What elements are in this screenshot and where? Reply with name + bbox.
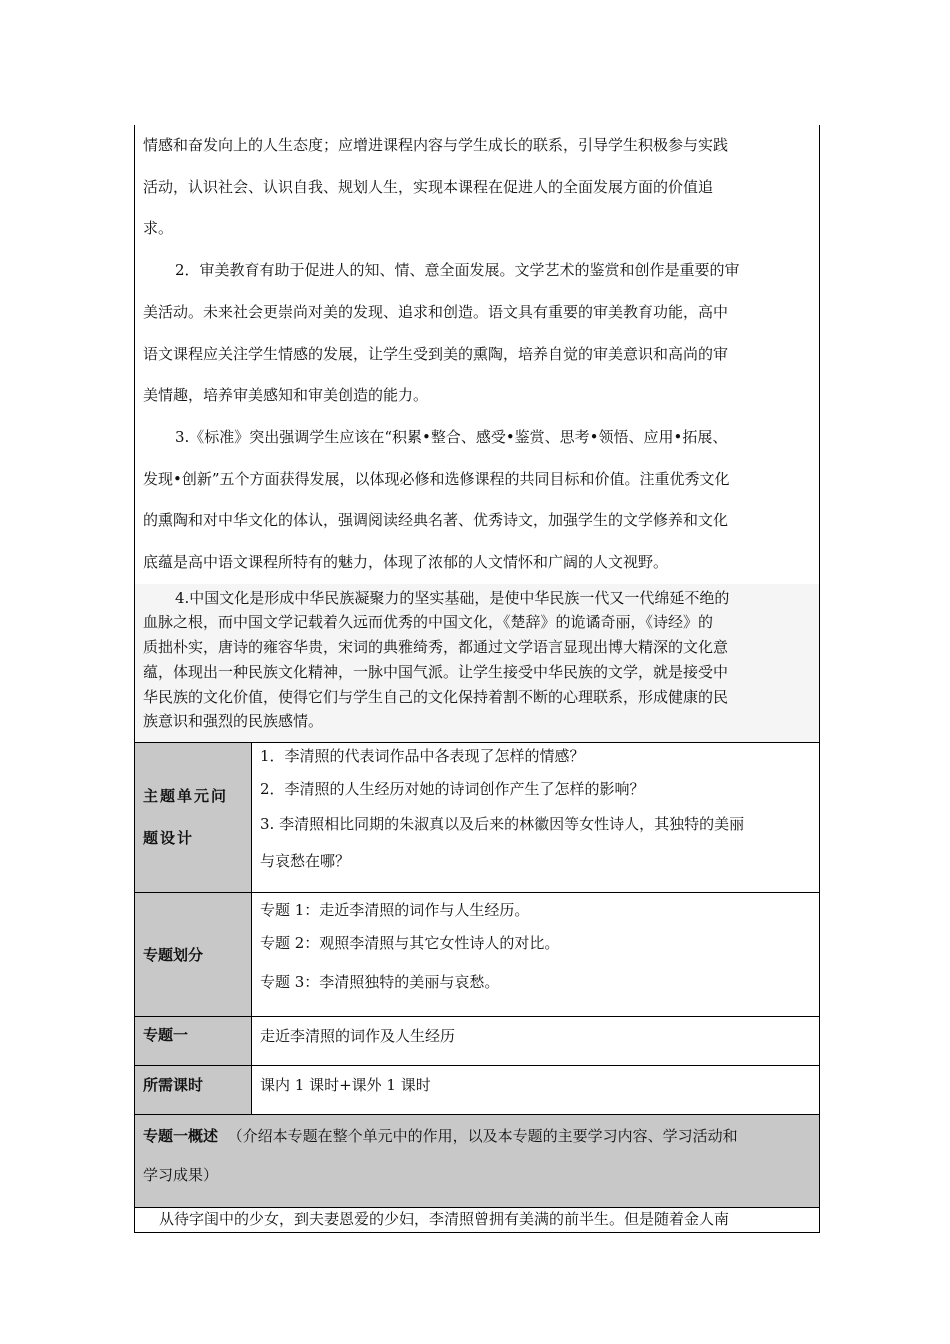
para4-line-1: 4.中国文化是形成中华民族凝聚力的坚实基础，是使中华民族一代又一代绵延不绝的 (175, 588, 730, 607)
para3-line-2: 发现•创新”五个方面获得发展，以体现必修和选修课程的共同目标和价值。注重优秀文化 (143, 469, 730, 488)
topic1-value: 走近李清照的词作及人生经历 (260, 1026, 456, 1045)
overview-line-1 (143, 1115, 811, 1157)
para4-line-5: 华民族的文化价值，使得它们与学生自己的文化保持着割不断的心理联系，形成健康的民 (143, 687, 729, 706)
para4-line-3: 质拙朴实，唐诗的雍容华贵，宋词的典雅绮秀，都通过文学语言显现出博大精深的文化意 (143, 638, 729, 657)
hours-row (135, 1066, 819, 1115)
overview-text-cell (135, 1208, 819, 1232)
para4-line-4: 蕴，体现出一种民族文化精神，一脉中国气派。让学生接受中华民族的文学，就是接受中 (143, 662, 729, 681)
question-3-cont: 与哀愁在哪？ (260, 851, 351, 870)
topic-item-1: 专题 1：走近李清照的词作与人生经历。 (260, 900, 530, 919)
overview-desc-2: 学习成果） (143, 1165, 219, 1184)
para1-line-1: 情感和奋发向上的人生态度；应增进课程内容与学生成长的联系，引导学生积极参与实践 (143, 136, 729, 154)
lesson-plan-table (134, 125, 820, 1233)
unit-questions-row (135, 743, 819, 893)
unit-questions-label: 主题单元问题设计 (135, 743, 252, 892)
topic1-label: 专题一 (135, 1017, 252, 1065)
overview-label: 专题一概述 (143, 1126, 219, 1145)
topics-label: 专题划分 (135, 893, 252, 1016)
para3-line-4: 底蕴是高中语文课程所特有的魅力，体现了浓郁的人文情怀和广阔的人文视野。 (143, 553, 669, 572)
hours-label: 所需课时 (135, 1066, 252, 1114)
question-2: 2．李清照的人生经历对她的诗词创作产生了怎样的影响？ (260, 779, 645, 798)
para2-line-2: 美活动。未来社会更崇尚对美的发现、追求和创造。语文具有重要的审美教育功能，高中 (143, 302, 729, 321)
unit-questions-content (252, 743, 819, 892)
topic1-row (135, 1017, 819, 1066)
hours-value: 课内 1 课时+课外 1 课时 (260, 1075, 431, 1094)
para4-line-6: 族意识和强烈的民族感情。 (143, 712, 324, 731)
para4-block (135, 584, 819, 742)
overview-text-line-1: 从待字闺中的少女，到夫妻恩爱的少妇，李清照曾拥有美满的前半生。但是随着金人南 (159, 1209, 730, 1228)
para2-line-4: 美情趣，培养审美感知和审美创造的能力。 (143, 386, 429, 405)
para1-line-3: 求。 (143, 219, 174, 238)
standards-cell (135, 125, 819, 743)
para1-line-2: 活动，认识社会、认识自我、规划人生，实现本课程在促进人的全面发展方面的价值追 (143, 177, 714, 196)
topics-content (252, 893, 819, 1016)
question-1: 1．李清照的代表词作品中各表现了怎样的情感？ (260, 746, 585, 765)
question-3: 3. 李清照相比同期的朱淑真以及后来的林徽因等女性诗人，其独特的美丽 (260, 814, 745, 833)
topics-row (135, 893, 819, 1017)
topic-item-2: 专题 2：观照李清照与其它女性诗人的对比。 (260, 933, 560, 952)
topic-item-3: 专题 3：李清照独特的美丽与哀愁。 (260, 972, 500, 991)
overview-row (135, 1115, 819, 1208)
overview-desc-1: （介绍本专题在整个单元中的作用，以及本专题的主要学习内容、学习活动和 (227, 1126, 738, 1145)
para2-line-1: 2．审美教育有助于促进人的知、情、意全面发展。文学艺术的鉴赏和创作是重要的审 (175, 261, 740, 280)
para2-line-3: 语文课程应关注学生情感的发展，让学生受到美的熏陶，培养自觉的审美意识和高尚的审 (143, 344, 729, 363)
para3-line-3: 的熏陶和对中华文化的体认，强调阅读经典名著、优秀诗文，加强学生的文学修养和文化 (143, 511, 729, 530)
para3-line-1: 3.《标准》突出强调学生应该在“积累•整合、感受•鉴赏、思考•领悟、应用•拓展、 (175, 427, 728, 446)
para4-line-2: 血脉之根，而中国文学记载着久远而优秀的中国文化，《楚辞》的诡谲奇丽，《诗经》的 (143, 613, 714, 632)
